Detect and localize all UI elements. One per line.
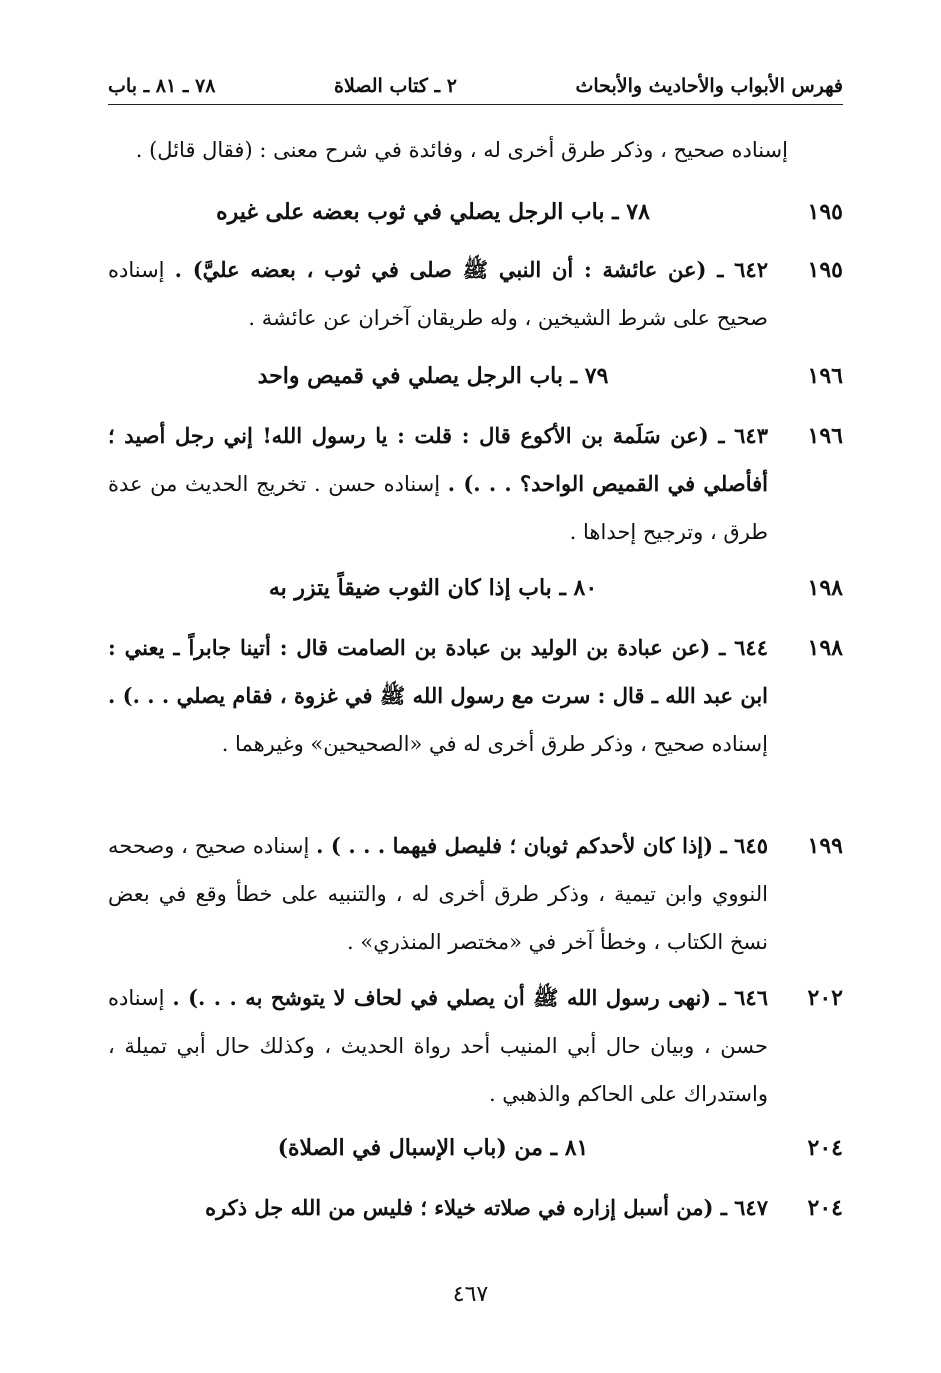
page-ref: ١٩٨ (807, 575, 843, 601)
hadith-detail: إسناده صحيح ، وصححه النووي وابن تيمية ، وذكر طرق أخرى له ، والتنبيه على خطأ وقع في بعض نسخ الكتاب ، وخطأ آخر في «مختصر المنذري» . (108, 834, 768, 954)
chapter-title: ٧٩ ـ باب الرجل يصلي في قميص واحد (257, 363, 609, 389)
page-ref: ١٩٩ (807, 833, 843, 859)
hadith-entry (108, 246, 843, 342)
hadith-entry (108, 822, 843, 966)
hadith-entry (108, 1184, 843, 1232)
page-ref: ١٩٦ (807, 363, 843, 389)
entry-body (108, 974, 768, 1118)
book-title: فهرس الأبواب والأحاديث والأبحاث (575, 75, 843, 97)
hadith-entry (108, 412, 843, 556)
page-ref: ١٩٦ (807, 423, 843, 449)
hadith-entry (108, 974, 843, 1118)
page-ref: ٢٠٢ (807, 985, 843, 1011)
page-ref: ١٩٥ (807, 257, 843, 283)
page-number: ٤٦٧ (452, 1282, 489, 1307)
section-title: ٢ ـ كتاب الصلاة (334, 75, 457, 97)
chapter-heading (108, 564, 843, 612)
hadith-title: ٦٤٦ ـ (نهى رسول الله ﷺ أن يصلي في لحاف لا يتوشح به . . .) . (172, 985, 768, 1010)
chapter-heading (108, 1124, 843, 1172)
hadith-detail: إسناده صحيح ، وذكر طرق أخرى له في «الصحيحين» وغيرهما . (221, 732, 768, 756)
hadith-title: ٦٤٤ ـ (عن عبادة بن الوليد بن عبادة بن الصامت قال : أتينا جابراً ـ يعني : ابن عبد الله ـ قال : سرت مع رسول الله ﷺ في غزوة ، فقام يصلي . . .) . (108, 635, 768, 708)
continuation-text: إسناده صحيح ، وذكر طرق أخرى له ، وفائدة في شرح معنى : (فقال قائل) . (135, 138, 788, 162)
entry-body (108, 624, 768, 768)
chapter-title: ٧٨ ـ باب الرجل يصلي في ثوب بعضه على غيره (216, 199, 650, 225)
chapter-title: ٨٠ ـ باب إذا كان الثوب ضيقاً يتزر به (268, 575, 598, 601)
hadith-detail: إسناده حسن . تخريج الحديث من عدة طرق ، وترجيح إحداها . (108, 472, 768, 544)
running-header (108, 68, 843, 105)
entry-body (108, 1184, 768, 1232)
hadith-title: ٦٤٥ ـ (إذا كان لأحدكم ثوبان ؛ فليصل فيهما . . . ) . (316, 833, 768, 858)
entry-body (108, 822, 768, 966)
chapter-title: ٨١ ـ من (باب الإسبال في الصلاة) (277, 1135, 589, 1161)
page-ref: ٢٠٤ (807, 1195, 843, 1221)
chapter-range: ٧٨ ـ ٨١ ـ باب (108, 75, 216, 97)
hadith-title: ٦٤٣ ـ (عن سَلَمة بن الأكوع قال : قلت : يا رسول الله! إني رجل أصيد ؛ أفأصلي في القميص الواحد؟ . . .) . (108, 423, 768, 496)
hadith-detail: إسناده حسن ، وبيان حال أبي المنيب أحد رواة الحديث ، وكذلك حال أبي تميلة ، واستدراك على الحاكم والذهبي . (108, 986, 768, 1106)
entry-body (108, 412, 768, 556)
chapter-heading (108, 352, 843, 400)
page-ref: ١٩٥ (807, 199, 843, 225)
hadith-title: ٦٤٢ ـ (عن عائشة : أن النبي ﷺ صلى في ثوب ، بعضه عليَّ) . (174, 257, 768, 282)
entry-body (108, 246, 768, 342)
hadith-detail: إسناده صحيح على شرط الشيخين ، وله طريقان آخران عن عائشة . (108, 258, 768, 330)
hadith-entry (108, 624, 843, 768)
hadith-title: ٦٤٧ ـ (من أسبل إزاره في صلاته خيلاء ؛ فليس من الله جل ذكره (205, 1195, 768, 1220)
page-ref: ٢٠٤ (807, 1135, 843, 1161)
chapter-heading (108, 188, 843, 236)
page-ref: ١٩٨ (807, 635, 843, 661)
